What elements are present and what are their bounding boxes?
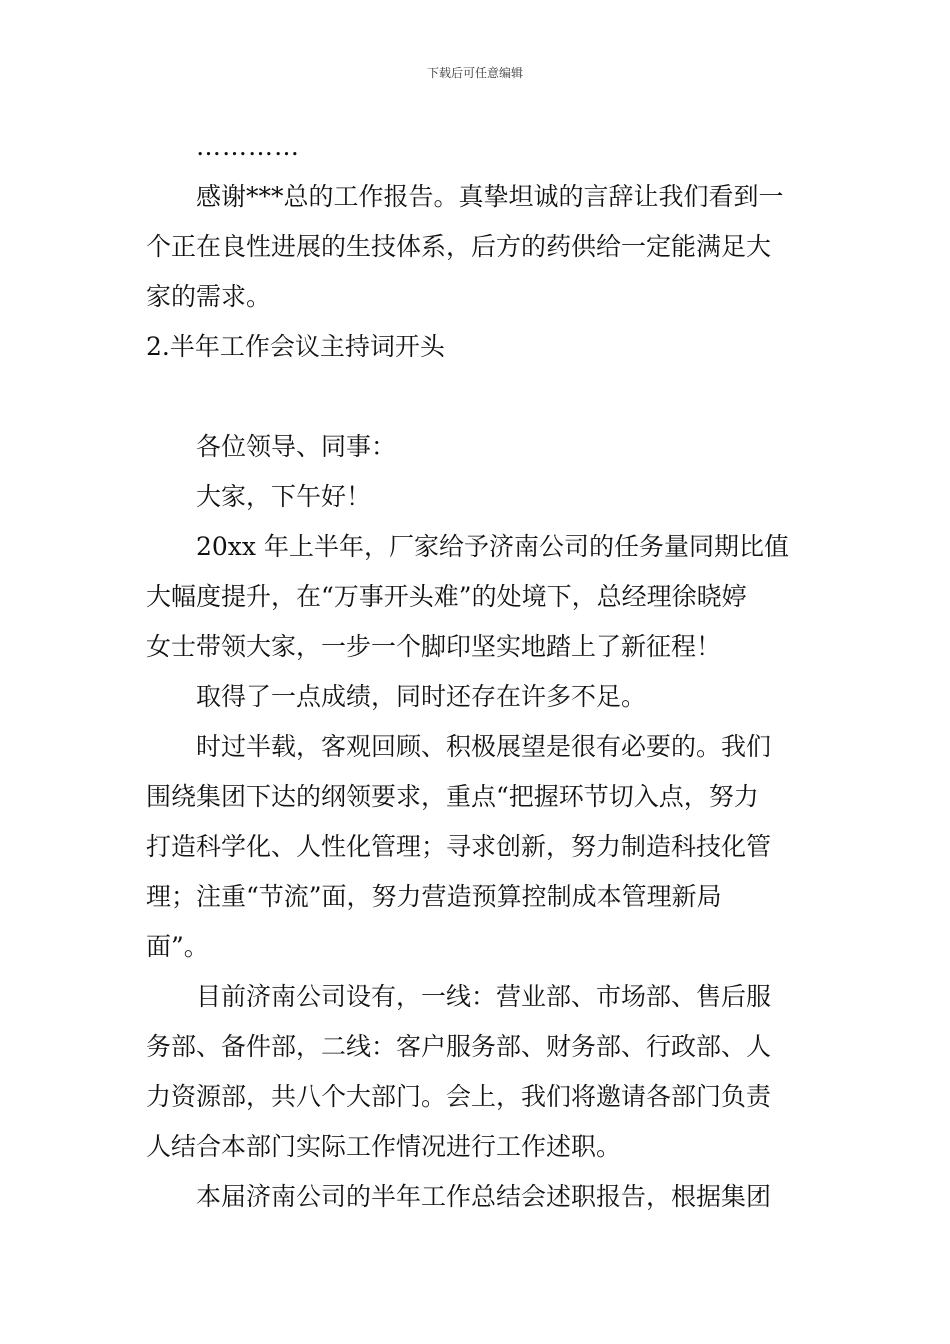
- paragraph-task: [146, 522, 808, 672]
- paragraph-report: [146, 1172, 808, 1222]
- paragraph-line: 感谢***总的工作报告。真挚坦诚的言辞让我们看到一: [196, 182, 784, 211]
- paragraph-line: 围绕集团下达的纲领要求，重点“把握环节切入点，努力: [146, 782, 759, 811]
- paragraph-line: 家的需求。: [146, 282, 272, 311]
- document-body: [146, 122, 808, 1222]
- paragraph-line: 大幅度提升，在“万事开头难”的处境下，总经理徐晓婷: [146, 582, 747, 611]
- paragraph-line: 20xx 年上半年，厂家给予济南公司的任务量同期比值: [196, 532, 789, 561]
- paragraph-line: 打造科学化、人性化管理；寻求创新，努力制造科技化管: [146, 832, 772, 861]
- paragraph-line: 目前济南公司设有，一线：营业部、市场部、售后服: [196, 982, 772, 1011]
- paragraph-line: 力资源部，共八个大部门。会上，我们将邀请各部门负责: [146, 1082, 772, 1111]
- ellipsis-line: …………: [196, 132, 300, 161]
- paragraph-line: 个正在良性进展的生技体系，后方的药供给一定能满足大: [146, 232, 772, 261]
- paragraph-line: 面”。: [146, 932, 209, 961]
- section-heading: 2.半年工作会议主持词开头: [146, 332, 445, 361]
- paragraph-line: 务部、备件部，二线：客户服务部、财务部、行政部、人: [146, 1032, 772, 1061]
- hello-line: 大家，下午好！: [196, 482, 372, 511]
- paragraph-line: 理；注重“节流”面，努力营造预算控制成本管理新局: [146, 882, 722, 911]
- paragraph-departments: [146, 972, 808, 1172]
- paragraph-thanks: [146, 172, 808, 322]
- greeting-line: 各位领导、同事：: [196, 432, 397, 461]
- paragraph-line: 时过半载，客观回顾、积极展望是很有必要的。我们: [196, 732, 772, 761]
- paragraph-review: [146, 722, 808, 972]
- blank-line: [146, 372, 808, 422]
- paragraph-achievement: 取得了一点成绩，同时还存在许多不足。: [196, 682, 647, 711]
- paragraph-line: 本届济南公司的半年工作总结会述职报告，根据集团: [196, 1182, 772, 1211]
- paragraph-line: 女士带领大家，一步一个脚印坚实地踏上了新征程！: [146, 632, 722, 661]
- paragraph-line: 人结合本部门实际工作情况进行工作述职。: [146, 1132, 622, 1161]
- page-header-note: 下载后可任意编辑: [426, 66, 523, 80]
